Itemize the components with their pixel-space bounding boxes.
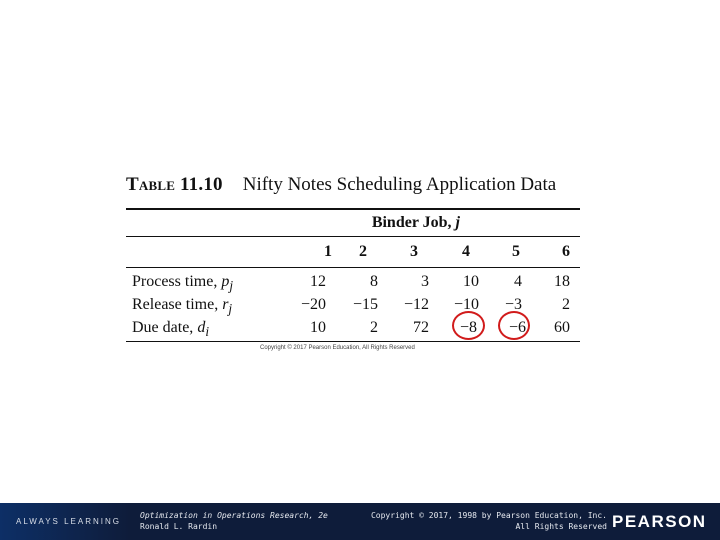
table-number: Table 11.10 xyxy=(126,174,223,195)
table-cell: 72 xyxy=(413,319,429,336)
book-title: Optimization in Operations Research, 2e xyxy=(140,511,328,520)
footer-book-info xyxy=(140,510,328,532)
footer-tagline: ALWAYS LEARNING xyxy=(16,517,121,526)
row-label-text: Release time, xyxy=(132,296,219,313)
table-title: Nifty Notes Scheduling Application Data xyxy=(242,174,557,195)
table-cell: 2 xyxy=(562,296,570,313)
row-sub: j xyxy=(229,278,234,294)
table-cell: 3 xyxy=(421,273,429,290)
book-author: Ronald L. Rardin xyxy=(140,522,218,531)
table-cell: 8 xyxy=(370,273,378,290)
table-row xyxy=(126,270,580,293)
col-header: 6 xyxy=(562,243,570,260)
highlight-circle xyxy=(498,311,530,340)
copyright-line1: Copyright © 2017, 1998 by Pearson Education, Inc. xyxy=(370,511,607,520)
copyright-line2: All Rights Reserved xyxy=(515,522,607,531)
highlight-circle xyxy=(452,311,485,340)
group-header xyxy=(126,210,580,236)
footer-copyright xyxy=(371,510,607,532)
row-label xyxy=(132,316,209,343)
row-label-text: Due date, xyxy=(132,319,194,336)
row-var: r xyxy=(222,296,229,313)
row-sub: i xyxy=(205,324,210,340)
table-cell: 2 xyxy=(370,319,378,336)
col-header: 3 xyxy=(410,243,418,260)
table-cell: 10 xyxy=(463,273,479,290)
col-header: 1 xyxy=(324,243,332,260)
table-cell: 60 xyxy=(554,319,570,336)
row-var: d xyxy=(197,319,206,336)
col-header: 2 xyxy=(359,243,367,260)
row-label-text: Process time, xyxy=(132,273,218,290)
col-header: 5 xyxy=(512,243,520,260)
table-cell: 4 xyxy=(514,273,522,290)
table-caption xyxy=(126,172,580,198)
row-var: p xyxy=(221,273,230,290)
table-cell-highlighted: −8 xyxy=(459,319,477,336)
pearson-logo: PEARSON xyxy=(612,512,707,531)
source-note: Copyright © 2017 Pearson Education, All Rights Reserved xyxy=(260,345,415,351)
footer-bar xyxy=(0,503,720,540)
col-header: 4 xyxy=(462,243,470,260)
table-cell: −12 xyxy=(403,296,429,313)
table-cell: −3 xyxy=(504,296,522,313)
table-cell: 18 xyxy=(554,273,570,290)
group-header-label: Binder Job, xyxy=(371,214,452,231)
table-cell: −15 xyxy=(352,296,378,313)
table-cell-highlighted: −6 xyxy=(508,319,526,336)
table-cell: 12 xyxy=(310,273,326,290)
table-cell: 10 xyxy=(310,319,326,336)
table-cell: −20 xyxy=(300,296,326,313)
group-header-var: j xyxy=(455,214,460,231)
column-header-row xyxy=(126,237,580,267)
table-cell: −10 xyxy=(453,296,479,313)
row-sub: j xyxy=(228,301,233,317)
